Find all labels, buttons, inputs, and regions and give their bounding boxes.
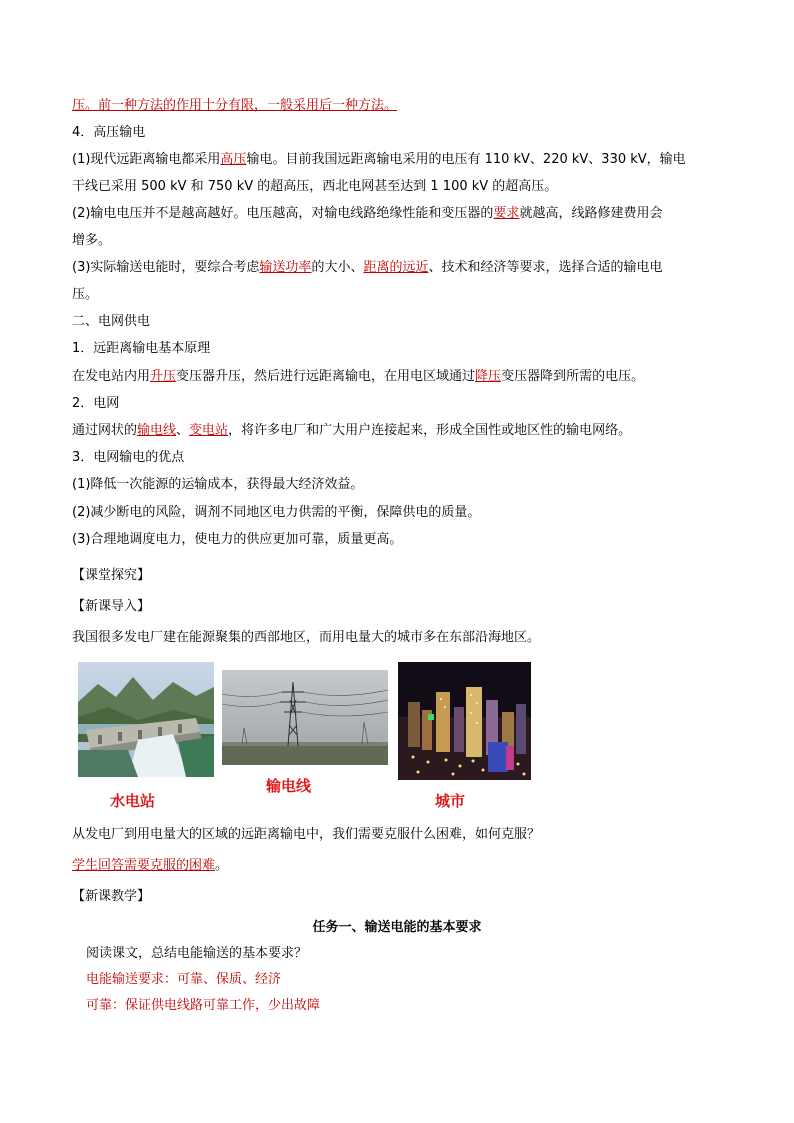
section-heading: 1．远距离输电基本原理 (72, 341, 211, 356)
paragraph-line (72, 421, 631, 441)
highlighted-text: 变电站 (189, 423, 229, 438)
city-skyline-illustration (398, 662, 531, 780)
text: (2)输电电压并不是越高越好。电压越高，对输电线路绝缘性能和变压器的 (72, 206, 494, 221)
transmission-tower-illustration (222, 670, 388, 765)
hydro-station-illustration (78, 662, 214, 777)
paragraph-line: 压。 (72, 287, 99, 302)
text: 就越高，线路修建费用会 (519, 206, 663, 221)
highlighted-text: 要求 (493, 206, 520, 221)
caption-hydro-station: 水电站 (110, 792, 156, 810)
transmission-line-photo (222, 670, 388, 765)
paragraph-line: 增多。 (72, 233, 112, 248)
paragraph-line: (1)降低一次能源的运输成本，获得最大经济效益。 (72, 477, 364, 492)
text: 通过网状的 (72, 423, 138, 438)
highlighted-text: 降压 (475, 369, 502, 384)
text: 、技术和经济等要求，选择合适的输电电 (428, 260, 663, 275)
text: (3)实际输送电能时，要综合考虑 (72, 260, 260, 275)
highlighted-text: 距离的远近 (363, 260, 429, 275)
section-heading: 【新课教学】 (72, 889, 151, 904)
paragraph-line: 从发电厂到用电量大的区域的远距离输电中，我们需要克服什么困难，如何克服？ (72, 827, 541, 842)
highlighted-text: 压。前一种方法的作用十分有限，一般采用后一种方法。 (72, 98, 398, 113)
highlighted-text: 高压 (220, 152, 247, 167)
paragraph-line (72, 96, 397, 116)
text: ，将许多电厂和广大用户连接起来，形成全国性或地区性的输电网络。 (228, 423, 632, 438)
task-title: 任务一、输送电能的基本要求 (312, 920, 482, 935)
text: 变压器升压，然后进行远距离输电，在用电区域通过 (176, 369, 476, 384)
highlighted-text: 升压 (150, 369, 177, 384)
section-heading: 二、电网供电 (72, 314, 151, 329)
text: 输电。目前我国远距离输电采用的电压有 110 kV、220 kV、330 kV，输电 (246, 152, 686, 167)
text: 、 (176, 423, 190, 438)
paragraph-line: (3)合理地调度电力，使电力的供应更加可靠，质量更高。 (72, 532, 403, 547)
city-night-photo (398, 662, 531, 780)
paragraph-line: 我国很多发电厂建在能源聚集的西部地区，而用电量大的城市多在东部沿海地区。 (72, 630, 541, 645)
highlighted-text: 输电线 (137, 423, 177, 438)
text: 变压器降到所需的电压。 (501, 369, 645, 384)
paragraph-line (72, 150, 686, 170)
text: 。 (215, 858, 229, 873)
caption-city: 城市 (435, 792, 466, 810)
paragraph-line: (2)减少断电的风险，调剂不同地区电力供需的平衡，保障供电的质量。 (72, 505, 481, 520)
section-heading: 3．电网输电的优点 (72, 450, 185, 465)
section-heading: 【课堂探究】 (72, 568, 151, 583)
text: 在发电站内用 (72, 369, 151, 384)
highlighted-text: 电能输送要求：可靠、保质、经济 (86, 972, 282, 987)
text: 的大小、 (311, 260, 364, 275)
paragraph-line (72, 204, 662, 224)
highlighted-text: 可靠：保证供电线路可靠工作，少出故障 (86, 998, 321, 1013)
text: (1)现代远距离输电都采用 (72, 152, 221, 167)
section-heading: 2．电网 (72, 396, 120, 411)
highlighted-text: 学生回答需要克服的困难 (72, 858, 216, 873)
paragraph-line (72, 856, 228, 876)
paragraph-line (72, 258, 662, 278)
paragraph-line (72, 367, 644, 387)
section-heading: 【新课导入】 (72, 599, 151, 614)
caption-transmission-line: 输电线 (266, 777, 312, 795)
section-heading: 4．高压输电 (72, 125, 146, 140)
highlighted-text: 输送功率 (259, 260, 312, 275)
paragraph-line: 阅读课文，总结电能输送的基本要求？ (86, 946, 308, 961)
paragraph-line: 干线已采用 500 kV 和 750 kV 的超高压，西北电网甚至达到 1 100 kV 的超高压。 (72, 179, 558, 194)
hydro-station-photo (78, 662, 214, 777)
